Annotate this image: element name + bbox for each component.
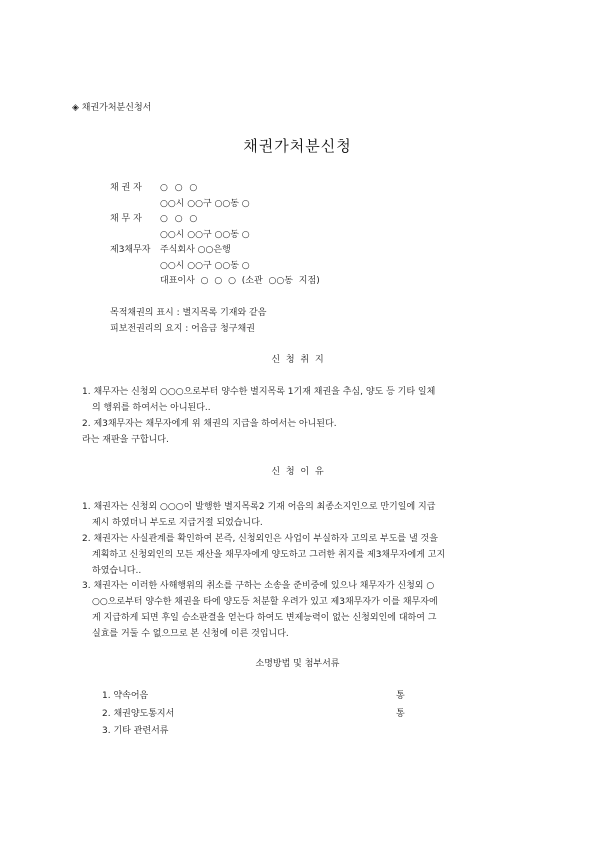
evidence-item-unit: 통	[396, 691, 405, 701]
target-claim: 목적채권의 표시 : 별지목록 기재와 같음	[110, 308, 267, 318]
reason-line: 계획하고 신청외인의 모든 재산을 채무자에게 양도하고 그러한 취지를 제3채무자에게 고지	[92, 550, 446, 560]
evidence-item: 2. 채권양도통지서	[102, 709, 175, 719]
evidence-heading: 소명방법 및 첨부서류	[255, 659, 340, 669]
reason-line: 실효를 거둘 수 없으므로 본 신청에 이른 것입니다.	[92, 629, 289, 639]
evidence-item-unit: 통	[396, 709, 405, 719]
debtor-label: 채 무 자	[110, 214, 142, 224]
third-debtor-name: 주식회사 ○○은행	[160, 245, 231, 255]
debtor-address: ○○시 ○○구 ○○동 ○	[160, 230, 250, 240]
third-debtor-address: ○○시 ○○구 ○○동 ○	[160, 261, 250, 271]
reason-line: 하였습니다..	[92, 566, 142, 576]
reason-line: 1. 채권자는 신청외 ○○○이 발행한 별지목록2 기재 어음의 최종소지인으로 만기일에 지급	[82, 502, 436, 512]
creditor-address: ○○시 ○○구 ○○동 ○	[160, 199, 250, 209]
purpose-line: 1. 채무자는 신청외 ○○○으로부터 양수한 별지목록 1기재 채권을 추심, 양도 등 기타 일체	[82, 387, 436, 397]
evidence-item: 1. 약속어음	[102, 691, 149, 701]
document-title: 채권가처분신청	[243, 137, 352, 155]
reason-line: 2. 채권자는 사실관계를 확인하여 본즉, 신청외인은 사업이 부실하자 고의로 부도를 낼 것을	[82, 534, 438, 544]
purpose-line: 2. 제3채무자는 채무자에게 위 채권의 지급을 하여서는 아니된다.	[82, 419, 337, 429]
debtor-name: ○ ○ ○	[160, 214, 200, 224]
reason-line: 게 지급하게 되면 후일 승소판결을 얻는다 하여도 변제능력이 없는 신청외인에 대하여 그	[92, 613, 437, 623]
third-debtor-representative: 대표이사 ○ ○ ○ (소관 ○○동 지점)	[160, 276, 320, 286]
reason-line: 제시 하였더니 부도로 지급거절 되었습니다.	[92, 518, 263, 528]
preserved-right: 피보전권리의 요지 : 어음금 청구채권	[110, 324, 255, 334]
reasons-heading: 신 청 이 유	[271, 467, 324, 477]
creditor-name: ○ ○ ○	[160, 183, 200, 193]
reason-line: ○○으로부터 양수한 채권을 타에 양도등 처분할 우려가 있고 제3채무자가 이를 채무자에	[92, 597, 438, 607]
purpose-line: 의 행위를 하여서는 아니된다..	[92, 403, 211, 413]
purpose-heading: 신 청 취 지	[271, 355, 324, 365]
document-header: ◈ 채권가처분신청서	[72, 103, 152, 113]
purpose-line: 라는 재판을 구합니다.	[82, 435, 169, 445]
third-debtor-label: 제3채무자	[110, 245, 151, 255]
reason-line: 3. 채권자는 이러한 사해행위의 취소를 구하는 소송을 준비중에 있으나 채무자가 신청외 ○	[82, 581, 435, 591]
evidence-item: 3. 기타 관련서류	[102, 726, 169, 736]
creditor-label: 채 권 자	[110, 183, 142, 193]
